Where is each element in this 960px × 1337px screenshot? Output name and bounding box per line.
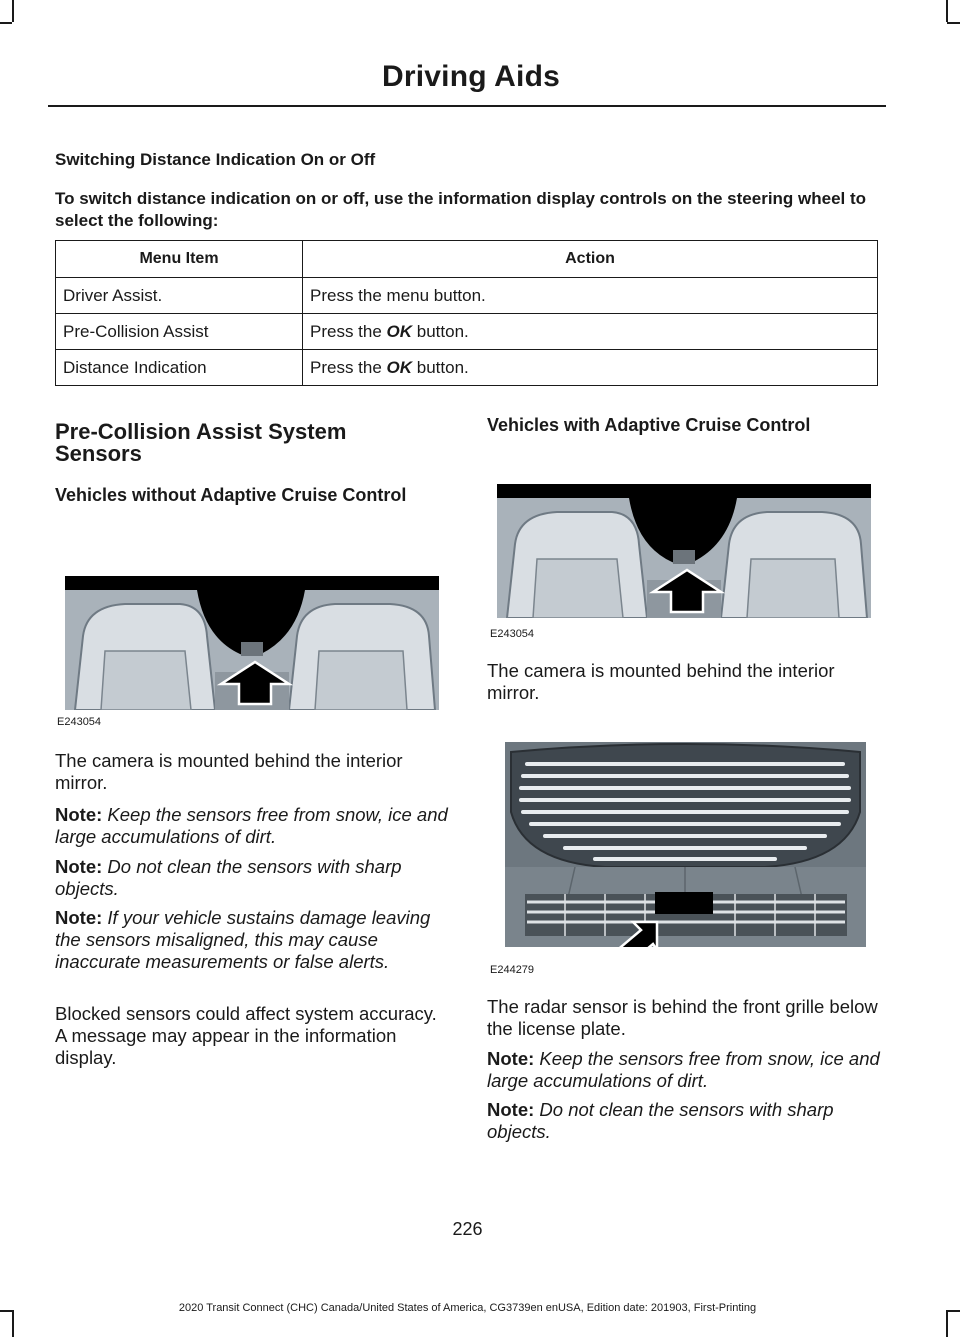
crop-mark <box>12 0 14 22</box>
note <box>55 804 450 848</box>
crop-mark <box>12 1310 14 1337</box>
crop-mark <box>946 1310 948 1337</box>
car-interior-illustration <box>65 576 439 710</box>
action-text: button. <box>412 321 469 341</box>
action-cell <box>303 278 878 314</box>
page-title: Driving Aids <box>382 60 560 93</box>
blocked-sensors-text: Blocked sensors could affect system accuracy. A message may appear in the information display. <box>55 1003 437 1068</box>
table-row <box>56 278 878 314</box>
note-label: Note: <box>55 856 103 877</box>
note-label: Note: <box>487 1048 535 1069</box>
left-subheading: Vehicles without Adaptive Cruise Control <box>55 485 407 505</box>
front-grille-illustration <box>505 742 866 947</box>
figure-code: E244279 <box>490 964 535 976</box>
action-key: OK <box>386 357 413 377</box>
action-text: button. <box>412 357 469 377</box>
camera-figure-right <box>497 484 871 618</box>
note <box>55 856 450 900</box>
camera-text-right: The camera is mounted behind the interior mirror. <box>487 660 835 703</box>
menu-table <box>55 240 878 386</box>
note-text: Keep the sensors free from snow, ice and large accumulations of dirt. <box>55 804 448 847</box>
sensors-heading: Pre-Collision Assist System Sensors <box>55 419 347 466</box>
distance-intro: To switch distance indication on or off, use the information display controls on the steering wheel to select the following: <box>55 189 867 230</box>
action-cell <box>303 350 878 386</box>
note-text: Do not clean the sensors with sharp objects. <box>55 856 402 899</box>
crop-mark <box>947 22 960 24</box>
distance-heading: Switching Distance Indication On or Off <box>55 150 376 169</box>
action-cell <box>303 314 878 350</box>
crop-mark <box>0 22 12 24</box>
camera-text-left: The camera is mounted behind the interior mirror. <box>55 750 403 793</box>
action-text: Press the <box>310 321 387 341</box>
menu-item-cell: Pre-Collision Assist <box>56 314 303 350</box>
table-header-action: Action <box>303 241 878 278</box>
radar-text: The radar sensor is behind the front grille below the license plate. <box>487 996 878 1039</box>
header-rule <box>48 105 886 107</box>
table-row <box>56 314 878 350</box>
note-text: Keep the sensors free from snow, ice and large accumulations of dirt. <box>487 1048 880 1091</box>
car-interior-illustration <box>497 484 871 618</box>
note-text: If your vehicle sustains damage leaving the sensors misaligned, this may cause inaccurate measurements or false alerts. <box>55 907 431 972</box>
note-label: Note: <box>55 907 103 928</box>
menu-item-cell: Driver Assist. <box>56 278 303 314</box>
table-row <box>56 350 878 386</box>
crop-mark <box>947 1310 960 1312</box>
note-text: Do not clean the sensors with sharp objects. <box>487 1099 834 1142</box>
table-header-menu-item: Menu Item <box>56 241 303 278</box>
note <box>487 1048 887 1092</box>
note <box>487 1099 887 1143</box>
action-key: OK <box>386 321 413 341</box>
menu-item-cell: Distance Indication <box>56 350 303 386</box>
figure-code: E243054 <box>57 716 102 728</box>
page-number: 226 <box>452 1219 483 1239</box>
crop-mark <box>946 0 948 22</box>
note-label: Note: <box>487 1099 535 1120</box>
action-text: Press the <box>310 357 387 377</box>
table-header-row <box>56 241 878 278</box>
note <box>55 907 450 973</box>
edition-footer: 2020 Transit Connect (CHC) Canada/United States of America, CG3739en enUSA, Edition date: 201903, First-Printing <box>178 1302 757 1314</box>
figure-code: E243054 <box>490 628 535 640</box>
note-label: Note: <box>55 804 103 825</box>
action-text: Press the menu button. <box>310 285 486 305</box>
radar-figure <box>505 742 866 947</box>
right-subheading: Vehicles with Adaptive Cruise Control <box>487 415 811 435</box>
camera-figure-left <box>65 576 439 710</box>
